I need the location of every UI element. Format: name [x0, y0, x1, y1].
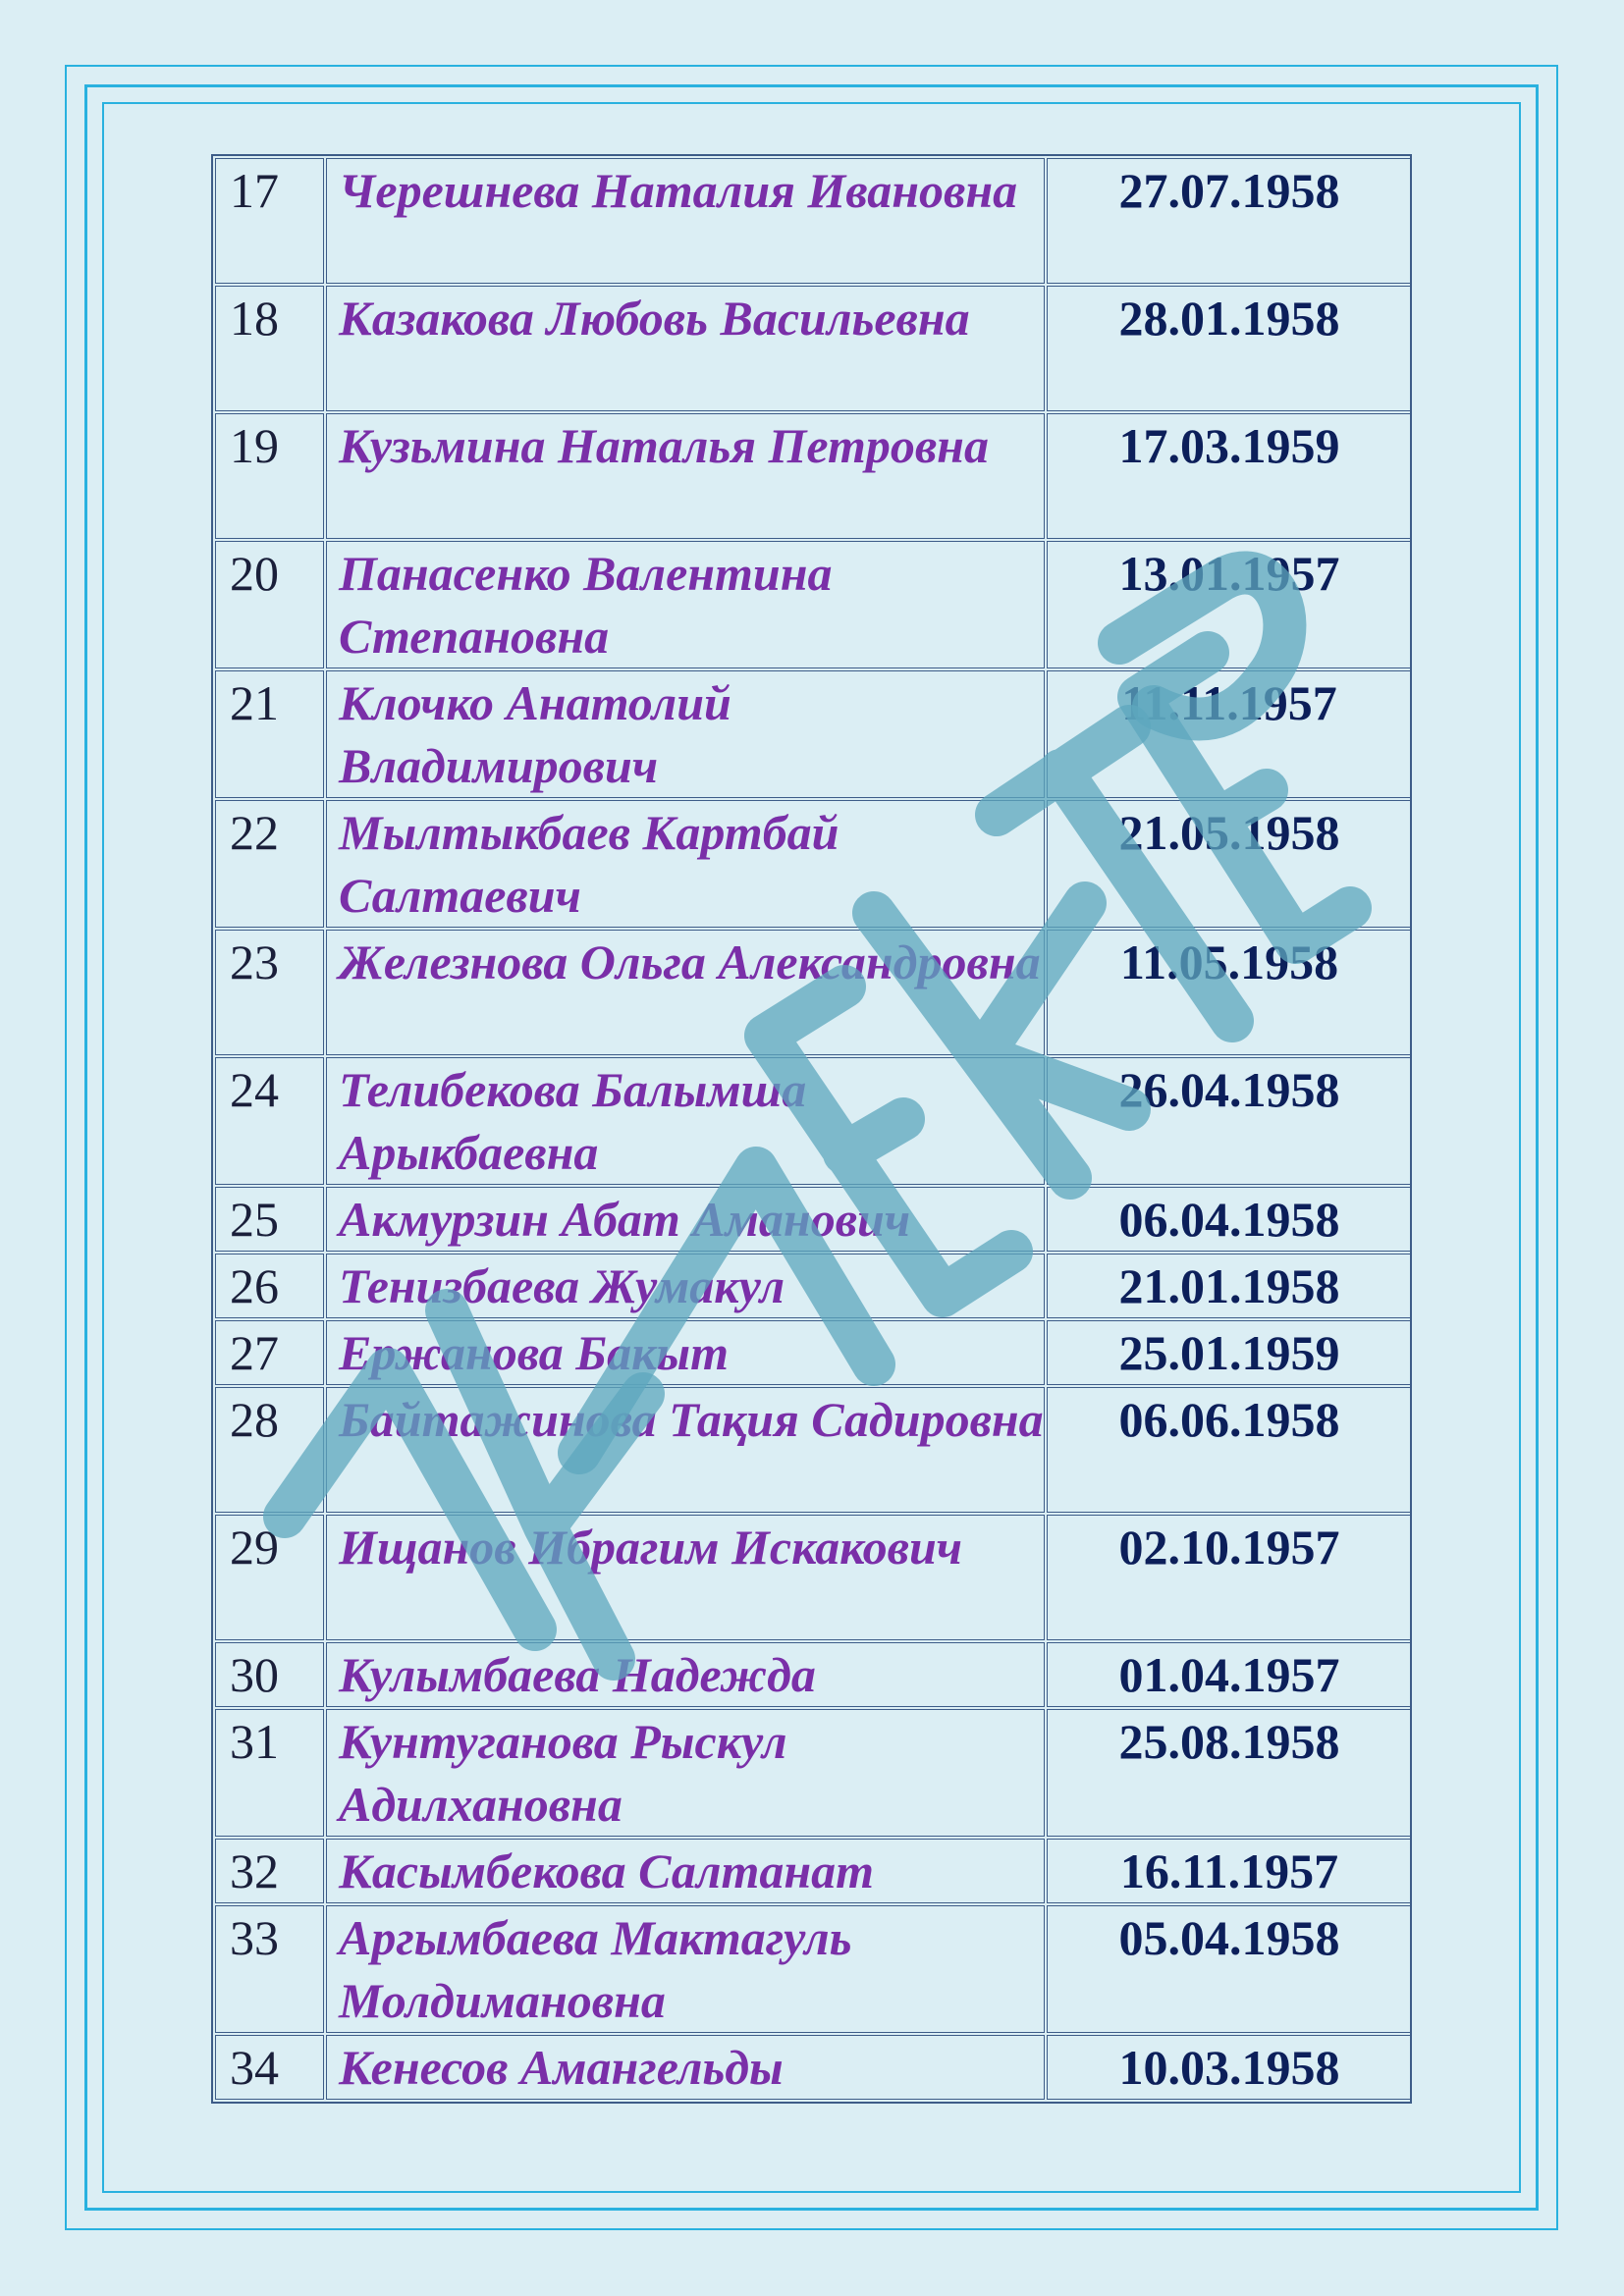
person-name: Клочко Анатолий Владимирович: [326, 670, 1045, 798]
birth-date: 27.07.1958: [1047, 158, 1412, 284]
table-row: [215, 1254, 1412, 1318]
birth-date: 21.01.1958: [1047, 1254, 1412, 1318]
row-number: 33: [215, 1905, 324, 2033]
birth-date: 06.06.1958: [1047, 1387, 1412, 1513]
person-name: Байтажинова Тақия Садировна: [326, 1387, 1045, 1513]
row-number: 17: [215, 158, 324, 284]
table-row: [215, 1905, 1412, 2033]
row-number: 30: [215, 1642, 324, 1707]
birth-date: 25.01.1959: [1047, 1320, 1412, 1385]
table-row: [215, 1387, 1412, 1513]
birth-date: 02.10.1957: [1047, 1515, 1412, 1640]
row-number: 28: [215, 1387, 324, 1513]
graduates-table: [211, 154, 1412, 2104]
table-row: [215, 1057, 1412, 1185]
birth-date: 10.03.1958: [1047, 2035, 1412, 2100]
person-name: Кулымбаева Надежда: [326, 1642, 1045, 1707]
birth-date: 17.03.1959: [1047, 413, 1412, 539]
table-row: [215, 670, 1412, 798]
row-number: 19: [215, 413, 324, 539]
row-number: 21: [215, 670, 324, 798]
row-number: 31: [215, 1709, 324, 1837]
person-name: Ержанова Бакыт: [326, 1320, 1045, 1385]
table-row: [215, 930, 1412, 1055]
table-row: [215, 2035, 1412, 2100]
birth-date: 11.11.1957: [1047, 670, 1412, 798]
person-name: Акмурзин Абат Аманович: [326, 1187, 1045, 1252]
table-row: [215, 1642, 1412, 1707]
person-name: Черешнева Наталия Ивановна: [326, 158, 1045, 284]
person-name: Казакова Любовь Васильевна: [326, 286, 1045, 411]
table-row: [215, 1709, 1412, 1837]
birth-date: 26.04.1958: [1047, 1057, 1412, 1185]
birth-date: 11.05.1958: [1047, 930, 1412, 1055]
birth-date: 06.04.1958: [1047, 1187, 1412, 1252]
birth-date: 05.04.1958: [1047, 1905, 1412, 2033]
table-row: [215, 158, 1412, 284]
table-row: [215, 1839, 1412, 1903]
person-name: Железнова Ольга Александровна: [326, 930, 1045, 1055]
person-name: Мылтыкбаев Картбай Салтаевич: [326, 800, 1045, 928]
birth-date: 13.01.1957: [1047, 541, 1412, 668]
row-number: 22: [215, 800, 324, 928]
table-row: [215, 1515, 1412, 1640]
row-number: 23: [215, 930, 324, 1055]
person-name: Кенесов Амангельды: [326, 2035, 1045, 2100]
birth-date: 01.04.1957: [1047, 1642, 1412, 1707]
birth-date: 16.11.1957: [1047, 1839, 1412, 1903]
person-name: Тенизбаева Жумакул: [326, 1254, 1045, 1318]
table-row: [215, 413, 1412, 539]
row-number: 29: [215, 1515, 324, 1640]
row-number: 18: [215, 286, 324, 411]
row-number: 34: [215, 2035, 324, 2100]
birth-date: 25.08.1958: [1047, 1709, 1412, 1837]
birth-date: 28.01.1958: [1047, 286, 1412, 411]
person-name: Касымбекова Салтанат: [326, 1839, 1045, 1903]
person-name: Аргымбаева Мактагуль Молдимановна: [326, 1905, 1045, 2033]
person-name: Кузьмина Наталья Петровна: [326, 413, 1045, 539]
birth-date: 21.05.1958: [1047, 800, 1412, 928]
table-row: [215, 1320, 1412, 1385]
row-number: 26: [215, 1254, 324, 1318]
row-number: 24: [215, 1057, 324, 1185]
table-row: [215, 1187, 1412, 1252]
person-name: Панасенко Валентина Степановна: [326, 541, 1045, 668]
table-row: [215, 286, 1412, 411]
person-name: Ищанов Ибрагим Искакович: [326, 1515, 1045, 1640]
row-number: 27: [215, 1320, 324, 1385]
row-number: 20: [215, 541, 324, 668]
person-name: Телибекова Балымша Арыкбаевна: [326, 1057, 1045, 1185]
row-number: 32: [215, 1839, 324, 1903]
person-name: Кунтуганова Рыскул Адилхановна: [326, 1709, 1045, 1837]
table-row: [215, 800, 1412, 928]
row-number: 25: [215, 1187, 324, 1252]
table-row: [215, 541, 1412, 668]
